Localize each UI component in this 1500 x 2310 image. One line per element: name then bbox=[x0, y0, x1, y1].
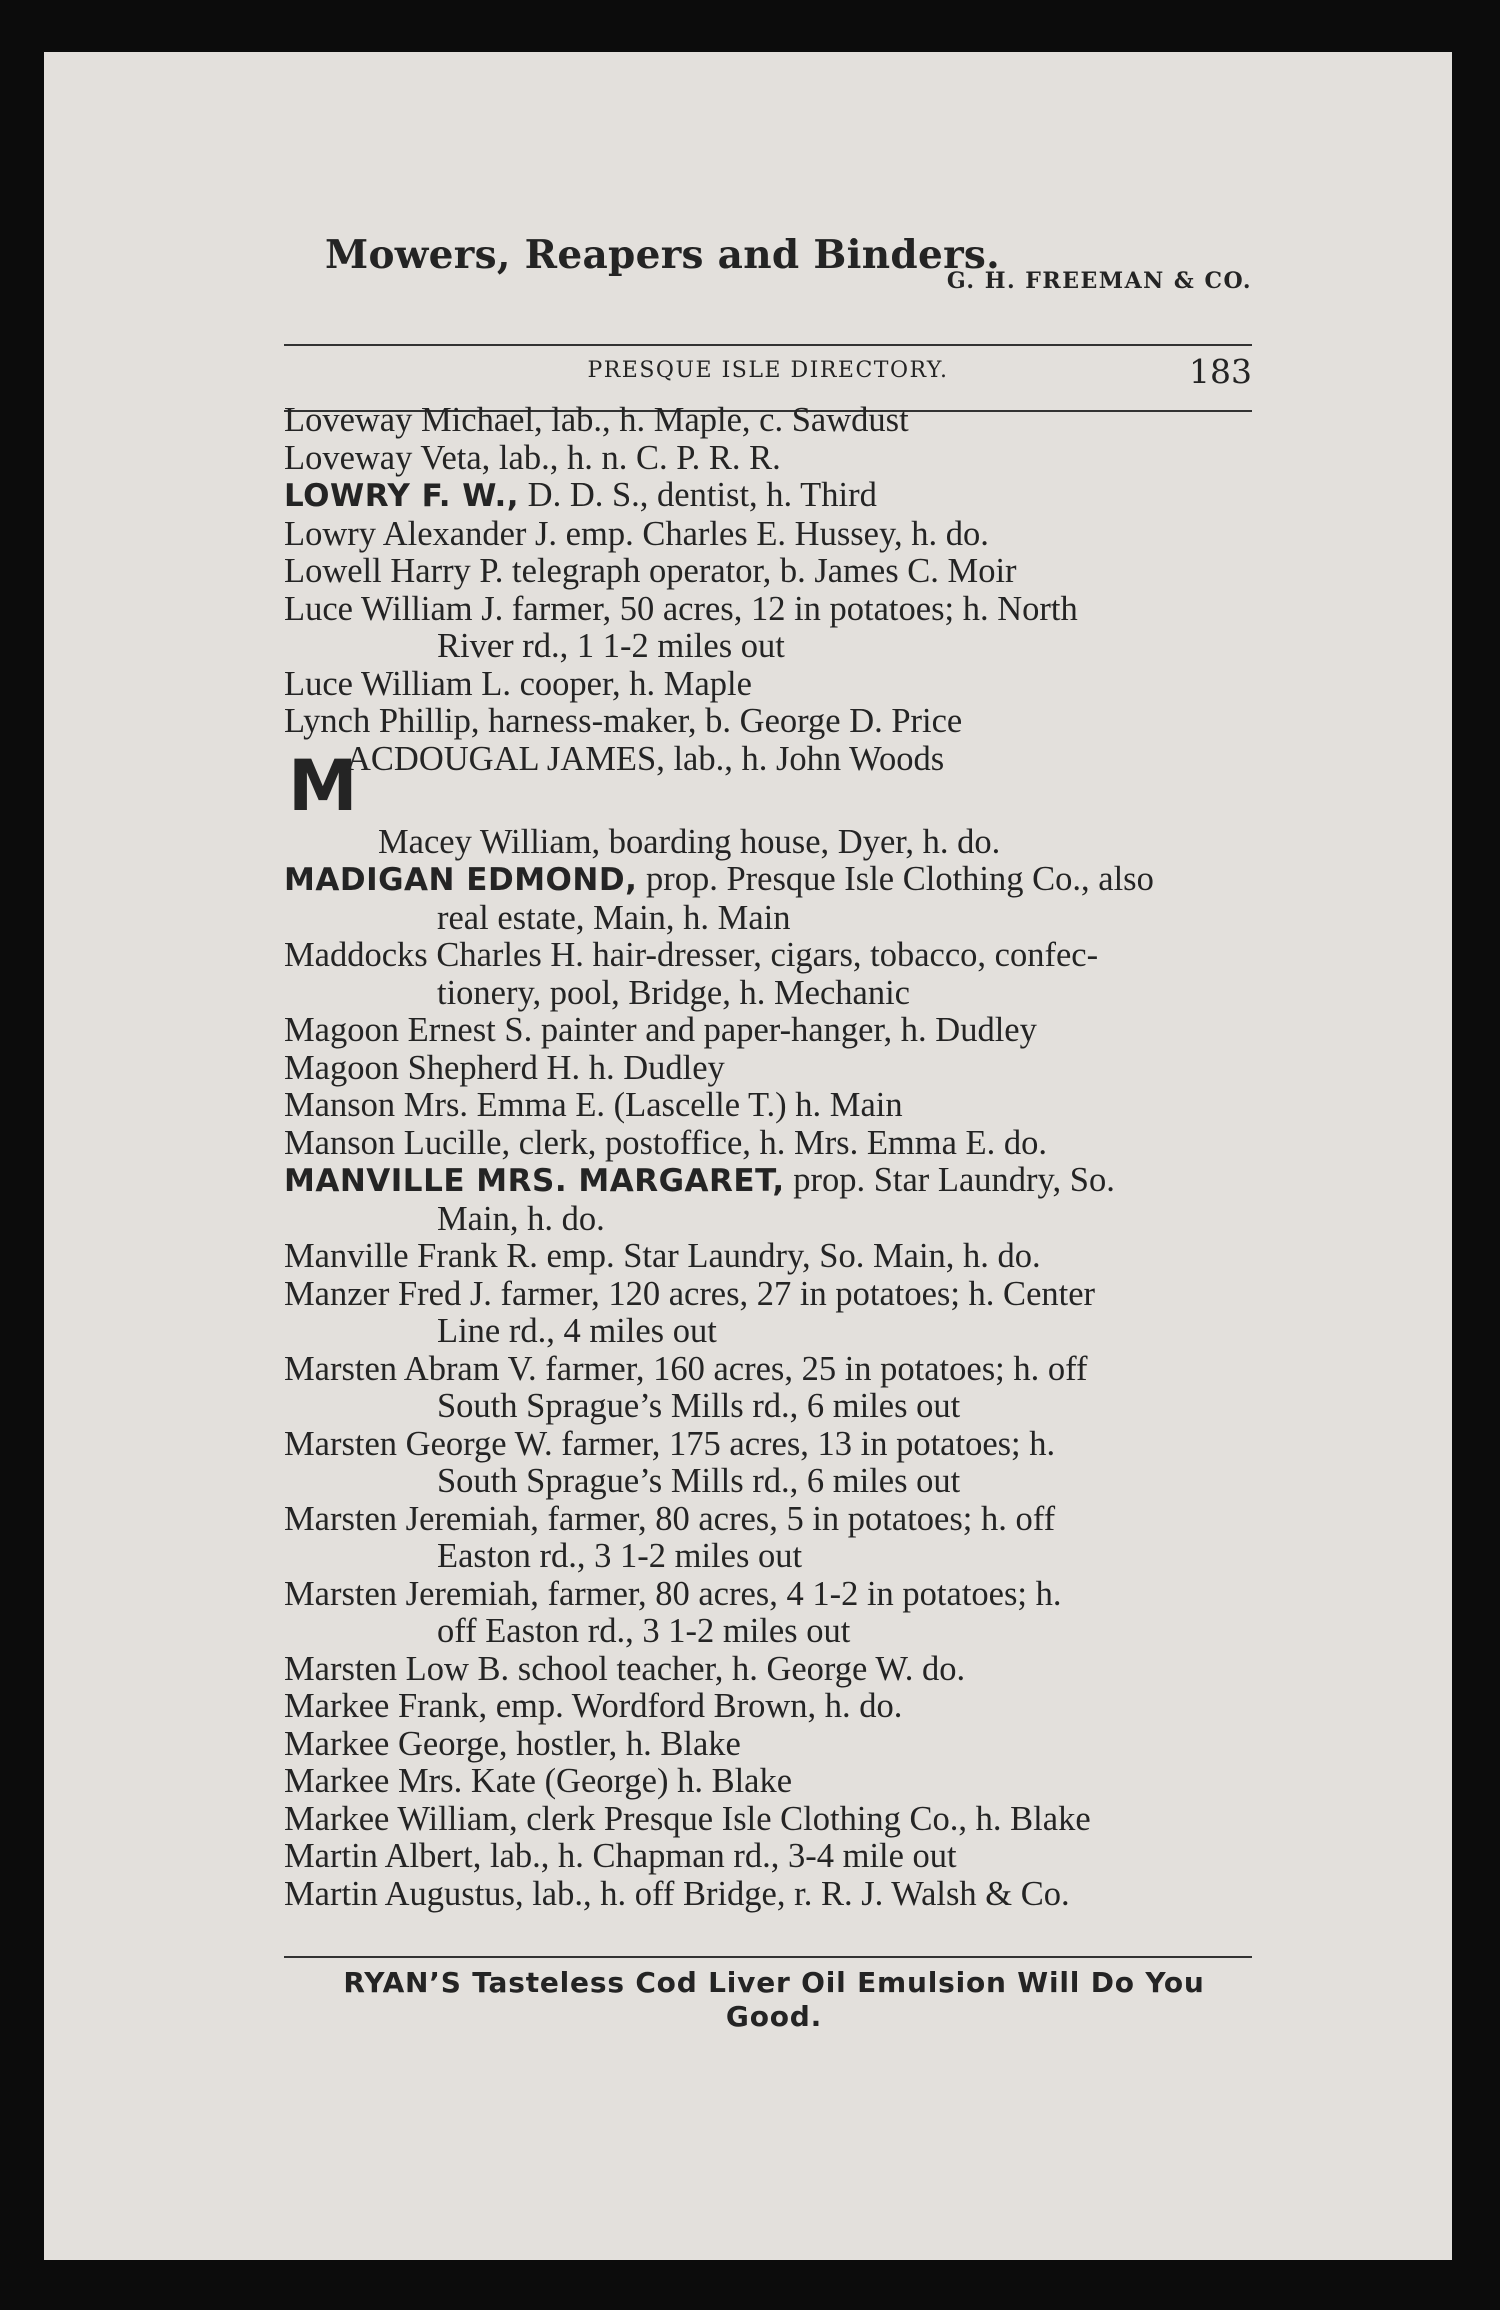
list-item: Lynch Phillip, harness-maker, b. George D. Price bbox=[284, 702, 963, 740]
list-item: Lowell Harry P. telegraph operator, b. James C. Moir bbox=[284, 552, 1017, 590]
directory-page bbox=[44, 52, 1452, 2260]
list-item: Manzer Fred J. farmer, 120 acres, 27 in potatoes; h. Center Line rd., 4 miles out bbox=[284, 1274, 1096, 1350]
list-item: Markee George, hostler, h. Blake bbox=[284, 1724, 741, 1763]
list-item: Marsten Abram V. farmer, 160 acres, 25 in potatoes; h. off South Sprague’s Mills rd., 6 miles out bbox=[284, 1349, 1088, 1425]
bold-name: MANVILLE MRS. MARGARET, bbox=[284, 1163, 785, 1199]
footer-divider bbox=[284, 1956, 1252, 1958]
bold-name: MADIGAN EDMOND, bbox=[284, 862, 638, 898]
list-item: MADIGAN EDMOND, prop. Presque Isle Clothing Co., also real estate, Main, h. Main bbox=[284, 860, 1154, 937]
header-ad-text: Mowers, Reapers and Binders. bbox=[325, 232, 1001, 278]
list-item: Markee William, clerk Presque Isle Clothing Co., h. Blake bbox=[284, 1799, 1091, 1838]
list-item: Loveway Michael, lab., h. Maple, c. Sawdust bbox=[284, 401, 909, 439]
list-item: MANVILLE MRS. MARGARET, prop. Star Laundry, So. Main, h. do. bbox=[284, 1161, 1115, 1238]
list-item: Macey William, boarding house, Dyer, h. do. bbox=[378, 822, 1001, 861]
list-item: Manson Mrs. Emma E. (Lascelle T.) h. Main bbox=[284, 1086, 903, 1124]
bold-name: LOWRY F. W., bbox=[284, 478, 520, 514]
list-item: Luce William L. cooper, h. Maple bbox=[284, 664, 752, 703]
list-item: Luce William J. farmer, 50 acres, 12 in potatoes; h. North River rd., 1 1-2 miles out bbox=[284, 589, 1078, 665]
list-item: Marsten Jeremiah, farmer, 80 acres, 4 1-2 in potatoes; h. off Easton rd., 3 1-2 miles out bbox=[284, 1574, 1062, 1650]
list-item: Marsten Jeremiah, farmer, 80 acres, 5 in potatoes; h. off Easton rd., 3 1-2 miles out bbox=[284, 1499, 1056, 1575]
list-item: Loveway Veta, lab., h. n. C. P. R. R. bbox=[284, 438, 781, 477]
footer-ad-line-2: Good. bbox=[725, 2000, 823, 2033]
list-item: Manson Lucille, clerk, postoffice, h. Mrs. Emma E. do. bbox=[284, 1123, 1047, 1162]
list-item: Lowry Alexander J. emp. Charles E. Hussey, h. do. bbox=[284, 514, 989, 553]
list-item: Manville Frank R. emp. Star Laundry, So. Main, h. do. bbox=[284, 1237, 1041, 1275]
running-head-title: PRESQUE ISLE DIRECTORY. bbox=[587, 358, 949, 383]
list-item: Magoon Shepherd H. h. Dudley bbox=[284, 1048, 725, 1087]
footer-advertisement bbox=[284, 1966, 1264, 2034]
directory-entries bbox=[284, 402, 1264, 1913]
drop-cap: M bbox=[288, 744, 358, 827]
list-item: Martin Augustus, lab., h. off Bridge, r. R. J. Walsh & Co. bbox=[284, 1874, 1070, 1913]
list-item: LOWRY F. W., D. D. S., dentist, h. Third bbox=[284, 476, 877, 514]
page-number: 183 bbox=[1189, 352, 1252, 391]
list-item: Magoon Ernest S. painter and paper-hanger, h. Dudley bbox=[284, 1011, 1037, 1049]
list-item: Maddocks Charles H. hair-dresser, cigars, tobacco, confec- tionery, pool, Bridge, h. Mechanic bbox=[284, 936, 1099, 1012]
header-advertisement bbox=[284, 232, 1252, 346]
list-item: ACDOUGAL JAMES, lab., h. John Woods bbox=[346, 739, 945, 778]
list-item: Markee Frank, emp. Wordford Brown, h. do. bbox=[284, 1687, 903, 1725]
footer-ad-line-1: RYAN’S Tasteless Cod Liver Oil Emulsion Will Do You bbox=[343, 1966, 1205, 1999]
list-item: Marsten George W. farmer, 175 acres, 13 in potatoes; h. South Sprague’s Mills rd., 6 miles out bbox=[284, 1424, 1056, 1500]
header-ad-company: G. H. FREEMAN & CO. bbox=[946, 268, 1252, 294]
list-item: Martin Albert, lab., h. Chapman rd., 3-4 mile out bbox=[284, 1837, 957, 1875]
section-start bbox=[284, 739, 1264, 827]
list-item: Markee Mrs. Kate (George) h. Blake bbox=[284, 1762, 793, 1800]
list-item: Marsten Low B. school teacher, h. George W. do. bbox=[284, 1649, 966, 1688]
